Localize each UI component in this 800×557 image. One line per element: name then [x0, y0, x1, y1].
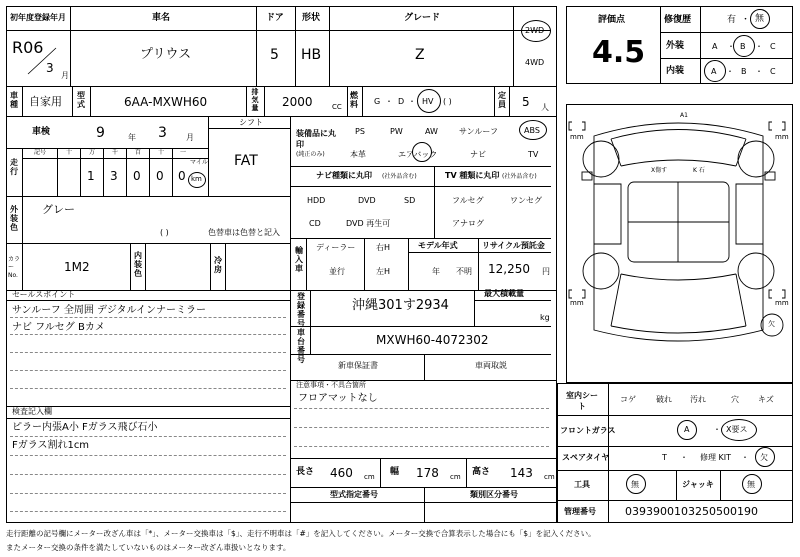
glass-a: A — [684, 425, 690, 434]
equipment-sublabel: (純正のみ) — [296, 151, 325, 158]
sales-point-label: セールスポイント — [12, 290, 76, 299]
mileage-digit: 0 — [178, 169, 186, 183]
ext-grade-c: C — [770, 42, 776, 51]
length-value: 460 — [330, 466, 353, 480]
inspector-line: ピラー内張A小 Fガラス飛び石小 — [12, 422, 158, 433]
car-name: プリウス — [140, 47, 192, 62]
capacity-value: 5 — [522, 95, 530, 109]
cc-unit: CC — [332, 103, 342, 111]
recycle-label: リサイクル預託金 — [482, 241, 545, 250]
repair-none: 無 — [755, 14, 765, 24]
interior-color-label: 内装色 — [134, 251, 142, 278]
digit-label-4: 百 — [135, 149, 142, 156]
era-year: R06 — [12, 38, 44, 57]
mileage-label: 走行 — [10, 158, 18, 176]
width-value: 178 — [416, 466, 439, 480]
seat-item: キズ — [758, 395, 774, 404]
length-label: 長さ — [296, 467, 315, 477]
exterior-color-value: グレー — [42, 203, 75, 216]
usage-value: 自家用 — [29, 95, 62, 108]
import-left-h: 左H — [376, 267, 391, 276]
capacity-unit: 人 — [541, 103, 549, 112]
inspector-label: 検査記入欄 — [12, 407, 52, 416]
notes-value: フロアマットなし — [298, 393, 378, 404]
usage-label: 車種 — [10, 91, 18, 109]
interior-label: 内装 — [666, 66, 685, 76]
seat-item: 破れ — [656, 395, 672, 404]
door-count: 5 — [270, 47, 279, 63]
reg-month: 3 — [46, 61, 54, 75]
grade-value: Z — [415, 47, 425, 63]
tools-value: 無 — [631, 480, 639, 489]
diagram-mm: mm — [775, 299, 789, 307]
seat-label: 室内シート — [566, 391, 598, 411]
length-unit: cm — [364, 473, 375, 481]
int-grade-b: B — [741, 67, 747, 76]
jack-label: ジャッキ — [682, 480, 714, 489]
int-grade-a: A — [711, 67, 717, 76]
diagram-kokizu: K 石 — [693, 167, 705, 174]
footer-line1: 走行距離の記号欄にメーター改ざん車は「*」、メーター交換車は「$」、走行不明車は「#」を記入してください。メーター交換で合算表示した場合にも「$」を記入ください。 — [6, 529, 596, 538]
digit-label-5: 十 — [158, 149, 165, 156]
glass-label: フロントガラス — [560, 426, 616, 435]
repaint-paren: ( ) — [160, 228, 169, 237]
sales-line: サンルーフ 全周囲 デジタルインナーミラー — [12, 305, 207, 316]
mileage-digit: 1 — [87, 169, 95, 183]
navi-hdd: HDD — [307, 196, 326, 205]
inspection-label: 車検 — [32, 127, 51, 137]
navi-dvd: DVD — [358, 196, 376, 205]
ac-label: 冷房 — [214, 256, 222, 274]
grade-label: グレード — [404, 13, 441, 23]
body-shape: HB — [301, 47, 322, 63]
recycle-unit: 円 — [542, 267, 550, 276]
jack-value: 無 — [747, 480, 755, 489]
import-dealer: ディーラー — [316, 243, 356, 252]
max-load-label: 最大積載量 — [484, 289, 524, 298]
equip-tv: TV — [528, 150, 539, 159]
score-value: 4.5 — [592, 35, 646, 70]
notes-label: 注意事項・不具合箇所 — [296, 381, 366, 389]
door-label: ドア — [266, 13, 284, 23]
fuel-hv: HV — [422, 97, 434, 106]
exterior-color-label: 外装色 — [10, 205, 18, 232]
repaint-note: 色替車は色替と記入 — [208, 228, 280, 237]
diagram-a1: A1 — [680, 112, 688, 119]
max-load-unit: kg — [540, 313, 550, 322]
class-no-label: 類別区分番号 — [470, 490, 518, 499]
inspector-line: Fガラス割れ1cm — [12, 440, 90, 451]
fuel-label: 燃料 — [350, 91, 358, 109]
width-label: 幅 — [390, 467, 400, 477]
navi-note: (社外品含む) — [382, 173, 417, 180]
reg-year-label: 初年度登録年月 — [10, 13, 66, 22]
drive-2wd: 2WD — [525, 26, 545, 35]
color-no-label: カラーNo. — [8, 256, 21, 279]
color-no-value: 1M2 — [64, 260, 90, 274]
mileage-digit: 3 — [110, 169, 118, 183]
seat-item: 汚れ — [690, 395, 706, 404]
model-year-unknown: 不明 — [456, 267, 472, 276]
equip-abs: ABS — [524, 126, 540, 135]
int-grade-c: C — [770, 67, 776, 76]
width-unit: cm — [450, 473, 461, 481]
chassis-value: MXWH60-4072302 — [376, 333, 489, 347]
inspection-year-unit: 年 — [128, 133, 136, 142]
diagram-xkizu: X傷す — [651, 167, 668, 174]
mgmt-label: 管理番号 — [564, 507, 596, 516]
chassis-label: 車台番号 — [297, 328, 305, 364]
digit-label-0: 記号 — [34, 149, 47, 156]
spare-t: T — [662, 453, 667, 462]
exterior-label: 外装 — [666, 41, 685, 51]
diagram-mm: mm — [775, 133, 789, 141]
score-label: 評価点 — [598, 15, 626, 25]
navi-label: ナビ種類に丸印 — [316, 171, 372, 180]
import-label: 輸入車 — [295, 246, 303, 273]
tv-fullseg: フルセグ — [452, 196, 484, 205]
spare-none: 欠 — [760, 453, 768, 462]
mile-label: マイル — [190, 159, 208, 166]
shift-label: シフト — [239, 118, 263, 127]
footer-line2: またメーター交換の条件を満たしていないものはメーター改ざん車扱いとなります。 — [6, 543, 291, 552]
equip-ps: PS — [355, 127, 365, 136]
displacement-value: 2000 — [282, 95, 313, 109]
equipment-label: 装備品に丸印 — [296, 129, 336, 149]
equip-leather: 本革 — [350, 150, 366, 159]
capacity-label: 定員 — [498, 91, 506, 109]
import-right-h: 右H — [376, 243, 391, 252]
digit-label-2: 万 — [89, 149, 96, 156]
repair-dot: ・ — [741, 15, 751, 25]
drive-4wd: 4WD — [525, 58, 545, 67]
tv-oneseg: ワンセグ — [510, 196, 542, 205]
shift-value: FAT — [234, 153, 258, 169]
month-unit: 月 — [61, 71, 69, 80]
diagram-mm: mm — [570, 133, 584, 141]
car-damage-diagram — [566, 104, 793, 383]
spare-label: スペアタイヤ — [562, 453, 610, 462]
ext-grade-a: A — [712, 42, 718, 51]
equip-airbag: エアバック — [398, 150, 438, 159]
car-name-label: 車名 — [152, 13, 171, 23]
displacement-label: 排気量 — [251, 88, 259, 112]
height-label: 高さ — [472, 467, 491, 477]
inspection-year: 9 — [96, 125, 105, 141]
seat-item: コゲ — [620, 395, 636, 404]
glass-x: X要ス — [726, 425, 748, 434]
model-year-unit: 年 — [432, 267, 440, 276]
equip-navi: ナビ — [470, 150, 486, 159]
navi-dvd-play: DVD 再生可 — [346, 219, 391, 228]
type-no-label: 型式指定番号 — [330, 490, 378, 499]
height-unit: cm — [544, 473, 555, 481]
diagram-mm: mm — [570, 299, 584, 307]
equip-aw: AW — [425, 127, 438, 136]
seat-item: 穴 — [731, 395, 739, 404]
fuel-g: G — [374, 97, 381, 106]
registration-value: 沖縄301す2934 — [352, 298, 449, 313]
mileage-digit: 0 — [133, 169, 141, 183]
tv-note: (社外品含む) — [502, 173, 537, 180]
spare-kit: 修理 KIT — [700, 453, 732, 462]
tv-analog: アナログ — [452, 219, 484, 228]
digit-label-1: 十 — [66, 149, 73, 156]
inspection-month: 3 — [158, 125, 167, 141]
repair-label: 修復歴 — [664, 15, 692, 25]
model-value: 6AA-MXWH60 — [124, 95, 208, 109]
import-parallel: 並行 — [329, 267, 345, 276]
mgmt-value: 0393900103250500190 — [625, 505, 758, 518]
shape-label: 形状 — [302, 13, 321, 23]
ext-grade-b: B — [740, 42, 746, 51]
height-value: 143 — [510, 466, 533, 480]
km-label: km — [191, 175, 202, 183]
navi-cd: CD — [309, 219, 321, 228]
tools-label: 工具 — [574, 480, 590, 489]
equip-sunroof: サンルーフ — [459, 127, 498, 136]
recycle-value: 12,250 — [488, 262, 530, 276]
model-label: 型式 — [77, 91, 85, 109]
manual: 車両取説 — [475, 361, 507, 370]
equip-pw: PW — [390, 127, 403, 136]
fuel-paren: ( ) — [443, 97, 452, 106]
inspection-month-unit: 月 — [186, 133, 194, 142]
navi-sd: SD — [404, 196, 416, 205]
sales-line: ナビ フルセグ Bカメ — [12, 322, 105, 333]
digit-label-6: 一 — [180, 149, 187, 156]
fuel-d: D — [398, 97, 405, 106]
registration-label: 登録番号 — [297, 292, 305, 328]
repair-yes: 有 — [727, 15, 737, 25]
tv-label: TV 種類に丸印 — [445, 171, 500, 180]
mileage-digit: 0 — [156, 169, 164, 183]
diagram-ketsu: 欠 — [768, 320, 775, 328]
new-warranty: 新車保証書 — [338, 361, 378, 370]
digit-label-3: 千 — [112, 149, 119, 156]
model-year-label: モデル年式 — [418, 241, 458, 250]
